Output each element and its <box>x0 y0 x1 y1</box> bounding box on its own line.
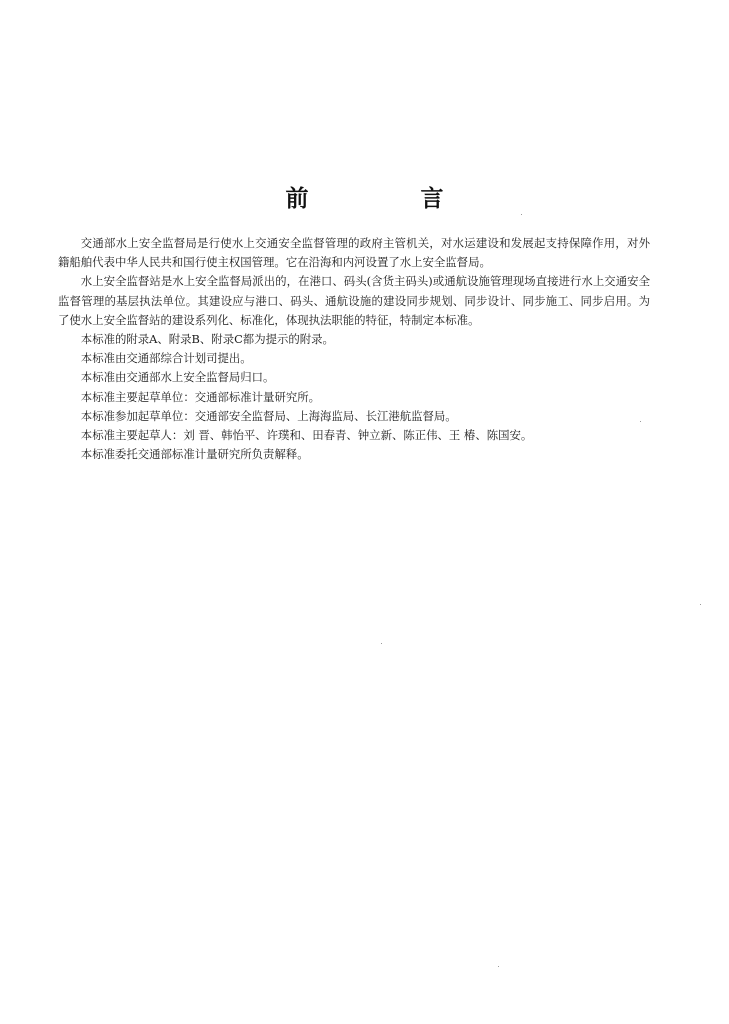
page-title: 前 言 <box>285 186 496 212</box>
paragraph-intro: 交通部水上安全监督局是行使水上交通安全监督管理的政府主管机关，对水运建设和发展起支持保障作用，对外籍船舶代表中华人民共和国行使主权国管理。它在沿海和内河设置了水上安全监督局。 <box>58 236 650 270</box>
paragraph-responsible: 本标准由交通部水上安全监督局归口。 <box>80 370 275 385</box>
paragraph-drafters: 本标准主要起草人：刘 晋、韩怡平、许璞和、田春青、钟立新、陈正伟、王 椿、陈国安。 <box>80 428 533 443</box>
scan-speck <box>521 214 522 215</box>
scan-speck <box>700 604 701 605</box>
paragraph-appendix: 本标准的附录A、附录B、附录C都为提示的附录。 <box>80 332 334 347</box>
scan-speck <box>640 421 641 422</box>
foreword-body <box>58 234 650 464</box>
paragraph-interpretation: 本标准委托交通部标准计量研究所负责解释。 <box>80 447 309 462</box>
scan-speck <box>498 966 499 967</box>
paragraph-station: 水上安全监督站是水上安全监督局派出的，在港口、码头(含货主码头)或通航设施管理现场直接进行水上交通安全监督管理的基层执法单位。其建设应与港口、码头、通航设施的建设同步规划、同步设计、同步施工、同步启用。为了使水上安全监督站的建设系列化、标准化，体现执法职能的特征，特制定本标准。 <box>58 274 650 327</box>
paragraph-participating-units: 本标准参加起草单位：交通部安全监督局、上海海监局、长江港航监督局。 <box>80 408 457 423</box>
paragraph-main-drafter-unit: 本标准主要起草单位：交通部标准计量研究所。 <box>80 389 321 404</box>
scan-speck <box>381 643 382 644</box>
paragraph-proposer: 本标准由交通部综合计划司提出。 <box>80 351 252 366</box>
